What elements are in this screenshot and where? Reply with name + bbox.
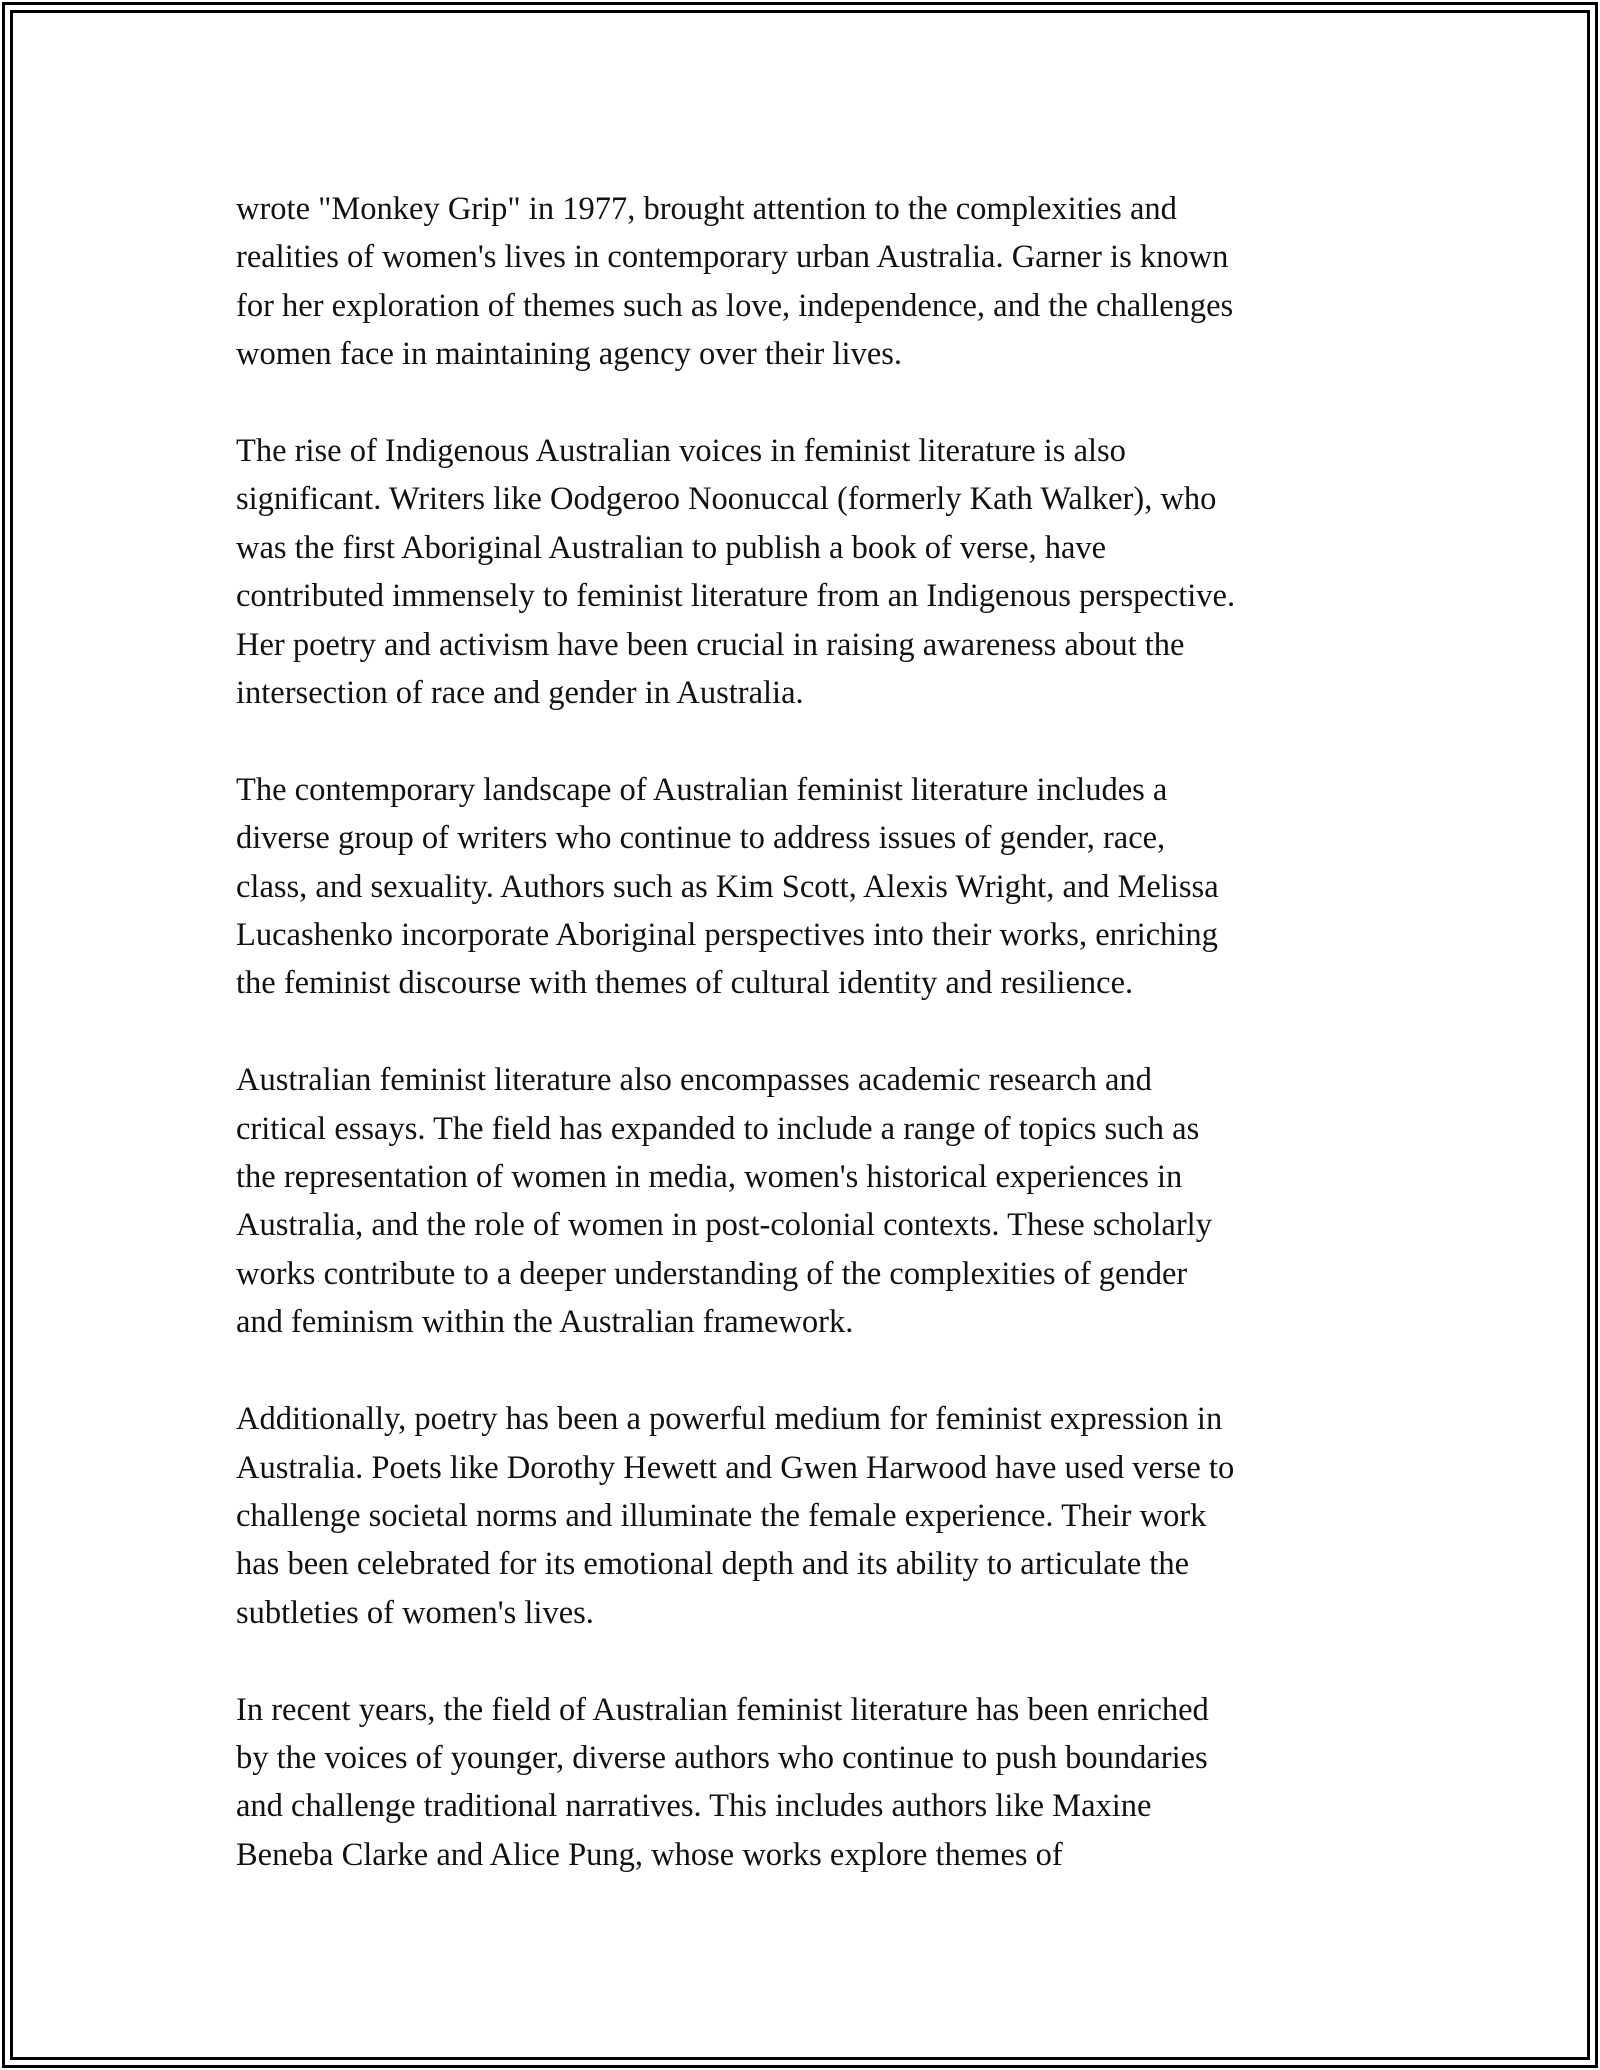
paragraph-academic-research: Australian feminist literature also encompasses academic research and critical essays. The field has expanded to include a range of topics such as the representation of women in media, women's historical experiences in Australia, and the role of women in post-colonial contexts. These scholarly works contribute to a deeper understanding of the complexities of gender and feminism within the Australian framework.: [236, 1062, 1212, 1341]
paragraph-contemporary-landscape: The contemporary landscape of Australian feminist literature includes a diverse group of writers who continue to address issues of gender, race, class, and sexuality. Authors such as Kim Scott, Alexis Wright, and Melissa Lucashenko incorporate Aboriginal perspectives into their works, enriching the feminist discourse with themes of cultural identity and resilience.: [236, 771, 1219, 1002]
paragraph-poetry: Additionally, poetry has been a powerful medium for feminist expression in Australia. Poets like Dorothy Hewett and Gwen Harwood have used verse to challenge societal norms and illuminate the female experience. Their work has been celebrated for its emotional depth and its ability to articulate the subtleties of women's lives.: [236, 1401, 1235, 1631]
paragraph-indigenous-voices: The rise of Indigenous Australian voices in feminist literature is also significant. Writers like Oodgeroo Noonuccal (formerly Kath Walker), who was the first Aboriginal Australian to publish a book of verse, have contributed immensely to feminist literature from an Indigenous perspective. Her poetry and activism have been crucial in raising awareness about the intersection of race and gender in Australia.: [236, 433, 1236, 712]
document-body: [236, 185, 1386, 1928]
paragraph-recent-years: In recent years, the field of Australian feminist literature has been enriched by the voices of younger, diverse authors who continue to push boundaries and challenge traditional narratives. This includes authors like Maxine Beneba Clarke and Alice Pung, whose works explore themes of: [236, 1691, 1209, 1873]
paragraph-monkey-grip: wrote "Monkey Grip" in 1977, brought attention to the complexities and realities of women's lives in contemporary urban Australia. Garner is known for her exploration of themes such as love, independence, and the challenges women face in maintaining agency over their lives.: [236, 191, 1234, 373]
